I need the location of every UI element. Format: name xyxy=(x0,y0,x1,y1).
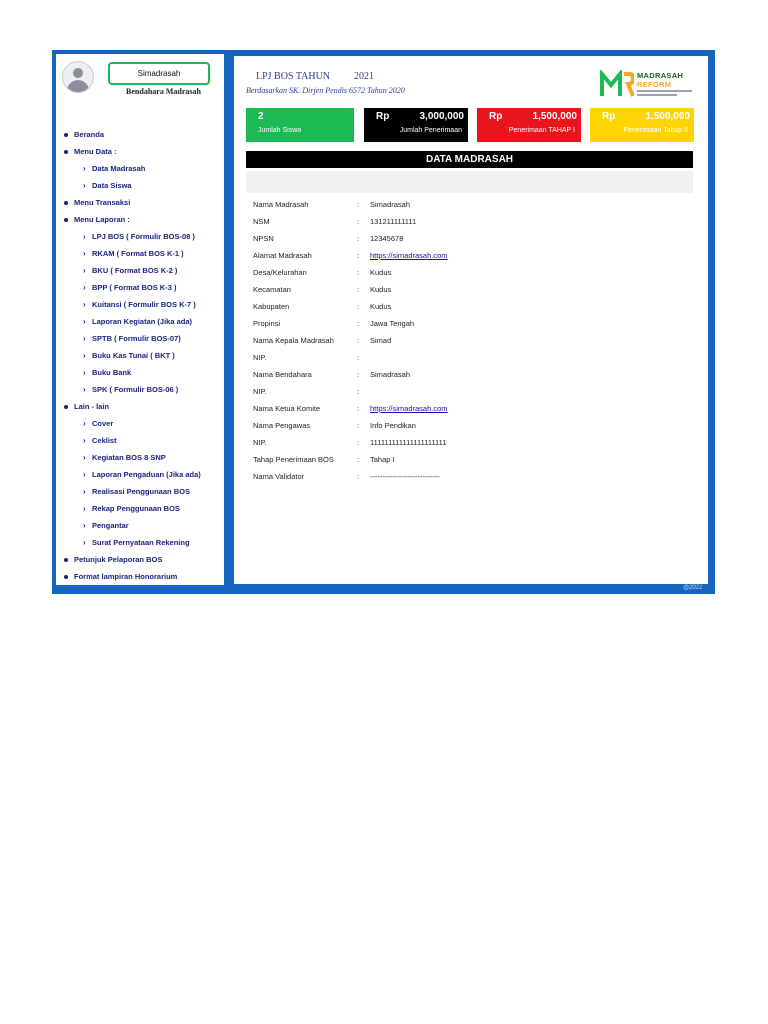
detail-separator: : xyxy=(357,217,360,226)
report-subtitle: Berdasarkan SK. Dirjen Pendis 6572 Tahun 2020 xyxy=(246,86,405,95)
card-value: 2 xyxy=(258,111,264,122)
sidebar-item-spk-formulir-bos-06[interactable] xyxy=(56,381,224,398)
detail-value: 131211111111 xyxy=(370,217,417,226)
detail-value: Kudus xyxy=(370,268,392,277)
chevron-right-icon: › xyxy=(83,266,86,275)
chevron-right-icon: › xyxy=(83,538,86,547)
sidebar-item-petunjuk-pelaporan-bos[interactable] xyxy=(56,551,224,568)
sidebar-item-kegiatan-bos-8-snp[interactable] xyxy=(56,449,224,466)
madrasah-reform-logo xyxy=(596,67,694,100)
chevron-right-icon: › xyxy=(83,164,86,173)
chevron-right-icon: › xyxy=(83,487,86,496)
detail-key: NIP. xyxy=(253,438,267,447)
chevron-right-icon: › xyxy=(83,419,86,428)
detail-separator: : xyxy=(357,268,360,277)
sidebar-item-ceklist[interactable] xyxy=(56,432,224,449)
card-label: Penerimaan Tahap II xyxy=(623,127,688,134)
sidebar xyxy=(56,54,224,585)
sidebar-item-label: Cover xyxy=(92,419,114,428)
detail-value: Info Pendikan xyxy=(370,421,416,430)
detail-separator: : xyxy=(357,285,360,294)
chevron-right-icon: › xyxy=(83,317,86,326)
detail-key: Propinsi xyxy=(253,319,281,328)
card-currency: Rp xyxy=(602,111,616,122)
card-label: Penerimaan TAHAP I xyxy=(508,127,575,134)
user-avatar-icon[interactable] xyxy=(62,61,94,93)
detail-key: Nama Bendahara xyxy=(253,370,312,379)
sidebar-item-label: Rekap Penggunaan BOS xyxy=(92,504,180,513)
detail-value: 12345678 xyxy=(370,234,404,243)
bullet-icon xyxy=(64,558,68,562)
detail-key: Nama Kepala Madrasah xyxy=(253,336,334,345)
sidebar-item-lain-lain[interactable] xyxy=(56,398,224,415)
detail-separator: : xyxy=(357,455,360,464)
sidebar-item-label: Pengantar xyxy=(92,521,129,530)
bullet-icon xyxy=(64,218,68,222)
sidebar-item-label: Menu Laporan : xyxy=(74,215,130,224)
detail-key: Desa/Kelurahan xyxy=(253,268,307,277)
sidebar-item-label: Lain - lain xyxy=(74,402,110,411)
sidebar-item-label: Menu Data : xyxy=(74,147,117,156)
sidebar-item-label: LPJ BOS ( Formulir BOS-08 ) xyxy=(92,232,195,241)
detail-separator: : xyxy=(357,387,360,396)
sidebar-item-sptb-formulir-bos-07[interactable] xyxy=(56,330,224,347)
sidebar-item-label: Ceklist xyxy=(92,436,117,445)
sidebar-item-label: Laporan Pengaduan (Jika ada) xyxy=(92,470,201,479)
sidebar-item-label: Menu Transaksi xyxy=(74,198,131,207)
detail-separator: : xyxy=(357,319,360,328)
user-role: Bendahara Madrasah xyxy=(126,87,201,96)
sidebar-item-bpp-format-bos-k-3[interactable] xyxy=(56,279,224,296)
card-value: 1,500,000 xyxy=(532,111,577,122)
chevron-right-icon: › xyxy=(83,521,86,530)
chevron-right-icon: › xyxy=(83,300,86,309)
detail-key: Nama Validator xyxy=(253,472,305,481)
detail-separator: : xyxy=(357,472,360,481)
detail-separator: : xyxy=(357,370,360,379)
card-penerimaan-tahap-2[interactable] xyxy=(590,108,694,142)
logo-mark-icon xyxy=(600,70,634,98)
app-name-box[interactable]: Simadrasah xyxy=(108,62,210,85)
detail-key: NIP. xyxy=(253,387,267,396)
sidebar-item-label: SPTB ( Formulir BOS-07) xyxy=(92,334,181,343)
detail-separator: : xyxy=(357,438,360,447)
card-jumlah-penerimaan[interactable] xyxy=(364,108,468,142)
sidebar-item-label: Buku Kas Tunai ( BKT ) xyxy=(92,351,175,360)
sidebar-item-label: Realisasi Penggunaan BOS xyxy=(92,487,190,496)
sidebar-item-label: Petunjuk Pelaporan BOS xyxy=(74,555,163,564)
chevron-right-icon: › xyxy=(83,453,86,462)
detail-value: Simadrasah xyxy=(370,370,411,379)
card-value: 1,500,000 xyxy=(645,111,690,122)
detail-separator: : xyxy=(357,421,360,430)
chevron-right-icon: › xyxy=(83,385,86,394)
sidebar-item-cover[interactable] xyxy=(56,415,224,432)
sidebar-item-label: Buku Bank xyxy=(92,368,132,377)
sidebar-item-label: Format lampiran Honorarium xyxy=(74,572,178,581)
detail-link[interactable]: https://simadrasah.com xyxy=(370,404,448,413)
sidebar-item-buku-kas-tunai-bkt[interactable] xyxy=(56,347,224,364)
sidebar-item-realisasi-penggunaan-bos[interactable] xyxy=(56,483,224,500)
card-value: 3,000,000 xyxy=(419,111,464,122)
card-label: Jumlah Penerimaan xyxy=(399,127,462,134)
sidebar-item-menu-laporan[interactable] xyxy=(56,211,224,228)
sidebar-item-label: Surat Pernyataan Rekening xyxy=(92,538,190,547)
card-label: Jumlah Siswa xyxy=(258,127,302,134)
sidebar-item-label: Data Madrasah xyxy=(92,164,146,173)
detail-value: Tahap I xyxy=(370,455,395,464)
detail-value: 111111111111111111111 xyxy=(370,438,447,447)
sidebar-item-kuitansi-formulir-bos-k-7[interactable] xyxy=(56,296,224,313)
sidebar-menu xyxy=(56,126,224,585)
detail-key: NPSN xyxy=(253,234,274,243)
sidebar-item-rkam-format-bos-k-1[interactable] xyxy=(56,245,224,262)
card-currency: Rp xyxy=(376,111,390,122)
detail-key: Kecamatan xyxy=(253,285,291,294)
detail-key: NSM xyxy=(253,217,270,226)
chevron-right-icon: › xyxy=(83,351,86,360)
report-year: 2021 xyxy=(354,71,374,82)
sidebar-item-surat-pernyataan-rekening[interactable] xyxy=(56,534,224,551)
detail-value: Simadrasah xyxy=(370,200,411,209)
bullet-icon xyxy=(64,405,68,409)
sidebar-item-laporan-kegiatan-jika-ada[interactable] xyxy=(56,313,224,330)
sidebar-item-label: BKU ( Format BOS K-2 ) xyxy=(92,266,178,275)
detail-separator: : xyxy=(357,234,360,243)
card-penerimaan-tahap-1[interactable] xyxy=(477,108,581,142)
card-jumlah-siswa[interactable] xyxy=(246,108,354,142)
chevron-right-icon: › xyxy=(83,504,86,513)
report-title: LPJ BOS TAHUN xyxy=(256,71,331,82)
sidebar-item-laporan-pengaduan-jika-ada[interactable] xyxy=(56,466,224,483)
sidebar-item-data-madrasah[interactable] xyxy=(56,160,224,177)
detail-separator: : xyxy=(357,200,360,209)
sidebar-item-lpj-bos-formulir-bos-08[interactable] xyxy=(56,228,224,245)
sidebar-item-buku-bank[interactable] xyxy=(56,364,224,381)
chevron-right-icon: › xyxy=(83,334,86,343)
sidebar-item-rekap-penggunaan-bos[interactable] xyxy=(56,500,224,517)
card-currency: Rp xyxy=(489,111,503,122)
sidebar-item-label: SPK ( Formulir BOS-06 ) xyxy=(92,385,179,394)
section-spacer xyxy=(246,171,693,193)
chevron-right-icon: › xyxy=(83,283,86,292)
sidebar-item-label: BPP ( Format BOS K-3 ) xyxy=(92,283,177,292)
sidebar-item-label: Beranda xyxy=(74,130,105,139)
sidebar-item-label: Kuitansi ( Formulir BOS K-7 ) xyxy=(92,300,196,309)
bullet-icon xyxy=(64,201,68,205)
detail-key: Nama Pengawas xyxy=(253,421,311,430)
detail-separator: : xyxy=(357,302,360,311)
detail-separator: : xyxy=(357,404,360,413)
sidebar-item-pengantar[interactable] xyxy=(56,517,224,534)
detail-key: Nama Ketua Komite xyxy=(253,404,321,413)
chevron-right-icon: › xyxy=(83,368,86,377)
detail-separator: : xyxy=(357,353,360,362)
chevron-right-icon: › xyxy=(83,470,86,479)
detail-value: Kudus xyxy=(370,302,392,311)
detail-separator: : xyxy=(357,336,360,345)
detail-key: Alamat Madrasah xyxy=(253,251,312,260)
section-title: DATA MADRASAH xyxy=(246,151,693,168)
sidebar-item-menu-transaksi[interactable] xyxy=(56,194,224,211)
sidebar-item-label: RKAM ( Format BOS K-1 ) xyxy=(92,249,184,258)
detail-key: Kabupaten xyxy=(253,302,290,311)
detail-value: Kudus xyxy=(370,285,392,294)
logo-line2: REFORM xyxy=(637,80,672,89)
sidebar-item-beranda[interactable] xyxy=(56,126,224,143)
detail-key: Tahap Penerimaan BOS xyxy=(253,455,334,464)
detail-value: ---------------------------- xyxy=(370,472,440,481)
bullet-icon xyxy=(64,150,68,154)
chevron-right-icon: › xyxy=(83,181,86,190)
detail-link[interactable]: https://simadrasah.com xyxy=(370,251,448,260)
bullet-icon xyxy=(64,575,68,579)
sidebar-item-format-lampiran-honorarium[interactable] xyxy=(56,568,224,585)
bullet-icon xyxy=(64,133,68,137)
chevron-right-icon: › xyxy=(83,232,86,241)
sidebar-item-bku-format-bos-k-2[interactable] xyxy=(56,262,224,279)
detail-separator: : xyxy=(357,251,360,260)
sidebar-item-label: Data Siswa xyxy=(92,181,132,190)
sidebar-item-label: Laporan Kegiatan (Jika ada) xyxy=(92,317,193,326)
sidebar-item-data-siswa[interactable] xyxy=(56,177,224,194)
sidebar-item-menu-data[interactable] xyxy=(56,143,224,160)
chevron-right-icon: › xyxy=(83,249,86,258)
sidebar-item-label: Kegiatan BOS 8 SNP xyxy=(92,453,166,462)
logo-line1: MADRASAH xyxy=(637,71,684,80)
detail-value: Jawa Tengah xyxy=(370,319,415,328)
chevron-right-icon: › xyxy=(83,436,86,445)
main-panel xyxy=(234,56,708,584)
detail-key: NIP. xyxy=(253,353,267,362)
detail-key: Nama Madrasah xyxy=(253,200,309,209)
footer-copyright: @2021 xyxy=(683,585,703,591)
detail-value: Simad xyxy=(370,336,392,345)
